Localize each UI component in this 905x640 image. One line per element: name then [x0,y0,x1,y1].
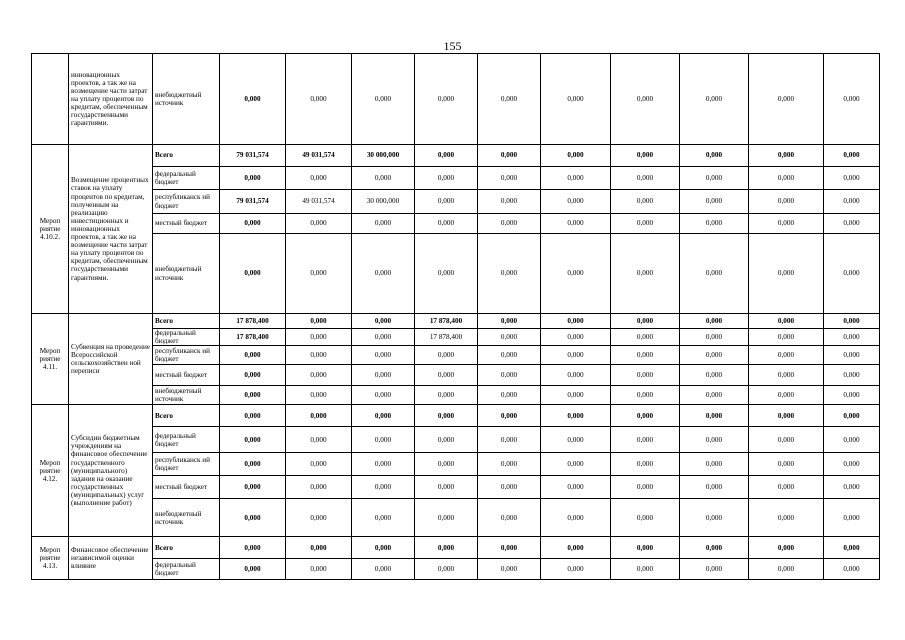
amount-cell: 0,000 [611,453,680,476]
amount-cell: 0,000 [541,499,611,537]
amount-cell: 0,000 [541,365,611,386]
amount-cell: 0,000 [352,559,415,580]
amount-cell: 0,000 [680,476,749,499]
amount-cell: 0,000 [286,427,352,453]
amount-cell: 0,000 [611,499,680,537]
amount-cell: 0,000 [541,427,611,453]
amount-cell: 0,000 [611,476,680,499]
amount-cell: 0,000 [415,365,478,386]
amount-cell: 0,000 [478,346,541,365]
funding-source-cell: внебюджетный источник [153,54,220,145]
amount-cell: 0,000 [220,54,286,145]
amount-cell: 0,000 [611,346,680,365]
amount-cell: 0,000 [749,145,824,167]
amount-cell: 0,000 [415,167,478,190]
amount-cell: 17 878,400 [415,329,478,346]
amount-cell: 0,000 [286,386,352,405]
amount-cell: 0,000 [824,54,880,145]
amount-cell: 0,000 [611,54,680,145]
amount-cell: 0,000 [541,537,611,559]
amount-cell: 0,000 [220,453,286,476]
amount-cell: 17 878,400 [220,314,286,329]
amount-cell: 0,000 [749,314,824,329]
amount-cell: 0,000 [415,386,478,405]
amount-cell: 0,000 [824,329,880,346]
amount-cell: 0,000 [415,499,478,537]
amount-cell: 0,000 [286,167,352,190]
funding-source-cell: Всего [153,405,220,427]
table-row [32,346,880,365]
amount-cell: 0,000 [478,499,541,537]
funding-source-cell: Всего [153,145,220,167]
amount-cell: 0,000 [680,314,749,329]
amount-cell: 0,000 [541,234,611,314]
amount-cell: 0,000 [415,405,478,427]
amount-cell: 0,000 [415,145,478,167]
amount-cell: 0,000 [478,427,541,453]
funding-source-cell: республиканск ий бюджет [153,190,220,214]
amount-cell: 0,000 [478,559,541,580]
amount-cell: 0,000 [352,329,415,346]
table-row [32,453,880,476]
amount-cell: 0,000 [680,405,749,427]
amount-cell: 0,000 [824,145,880,167]
amount-cell: 0,000 [220,499,286,537]
amount-cell: 0,000 [611,427,680,453]
funding-source-cell: федеральный бюджет [153,167,220,190]
amount-cell: 0,000 [541,386,611,405]
funding-source-cell: внебюджетный источник [153,386,220,405]
table-row [32,476,880,499]
amount-cell: 0,000 [415,537,478,559]
amount-cell: 0,000 [611,405,680,427]
amount-cell: 0,000 [220,476,286,499]
amount-cell: 0,000 [824,405,880,427]
amount-cell: 0,000 [611,365,680,386]
amount-cell: 0,000 [415,234,478,314]
amount-cell: 30 000,000 [352,145,415,167]
amount-cell: 0,000 [680,214,749,234]
amount-cell: 0,000 [824,537,880,559]
amount-cell: 0,000 [352,405,415,427]
amount-cell: 0,000 [611,386,680,405]
amount-cell: 0,000 [541,145,611,167]
amount-cell: 0,000 [824,346,880,365]
amount-cell: 0,000 [749,386,824,405]
amount-cell: 0,000 [824,559,880,580]
amount-cell: 0,000 [749,537,824,559]
table-row [32,559,880,580]
amount-cell: 0,000 [352,476,415,499]
table-row [32,405,880,427]
amount-cell: 0,000 [749,365,824,386]
event-code-cell: Мероп риятие 4.12. [32,405,69,537]
amount-cell: 0,000 [824,190,880,214]
amount-cell: 0,000 [749,453,824,476]
amount-cell: 49 031,574 [286,145,352,167]
amount-cell: 0,000 [352,314,415,329]
amount-cell: 0,000 [749,329,824,346]
amount-cell: 0,000 [611,167,680,190]
amount-cell: 0,000 [415,190,478,214]
event-description-cell: Финансовое обеспечение независимой оценки влияние [69,537,153,580]
amount-cell: 0,000 [680,54,749,145]
amount-cell: 0,000 [541,346,611,365]
amount-cell: 0,000 [478,234,541,314]
amount-cell: 0,000 [824,453,880,476]
amount-cell: 0,000 [286,54,352,145]
amount-cell: 0,000 [352,167,415,190]
amount-cell: 0,000 [478,54,541,145]
table-row [32,427,880,453]
amount-cell: 0,000 [220,559,286,580]
amount-cell: 0,000 [541,167,611,190]
amount-cell: 0,000 [220,427,286,453]
table-row [32,145,880,167]
amount-cell: 0,000 [478,329,541,346]
amount-cell: 0,000 [286,365,352,386]
amount-cell: 0,000 [680,427,749,453]
amount-cell: 0,000 [352,54,415,145]
amount-cell: 0,000 [352,346,415,365]
budget-table [31,53,880,580]
amount-cell: 0,000 [220,167,286,190]
amount-cell: 0,000 [220,537,286,559]
amount-cell: 0,000 [680,329,749,346]
amount-cell: 0,000 [541,54,611,145]
amount-cell: 0,000 [749,167,824,190]
amount-cell: 0,000 [352,499,415,537]
amount-cell: 0,000 [415,453,478,476]
amount-cell: 17 878,400 [220,329,286,346]
table-row [32,386,880,405]
amount-cell: 0,000 [541,329,611,346]
amount-cell: 0,000 [286,559,352,580]
funding-source-cell: Всего [153,314,220,329]
amount-cell: 0,000 [611,214,680,234]
amount-cell: 0,000 [478,214,541,234]
funding-source-cell: федеральный бюджет [153,329,220,346]
event-code-cell: Мероп риятие 4.10.2. [32,145,69,314]
amount-cell: 0,000 [680,453,749,476]
amount-cell: 0,000 [680,234,749,314]
amount-cell: 0,000 [415,346,478,365]
amount-cell: 0,000 [749,559,824,580]
amount-cell: 0,000 [220,386,286,405]
amount-cell: 0,000 [541,314,611,329]
amount-cell: 0,000 [824,167,880,190]
amount-cell: 0,000 [749,346,824,365]
amount-cell: 0,000 [286,499,352,537]
funding-source-cell: местный бюджет [153,214,220,234]
amount-cell: 0,000 [541,453,611,476]
amount-cell: 0,000 [824,386,880,405]
event-description-cell: Субсидии бюджетным учреждениям на финансовое обеспечение государственного (муниципального) задания на оказание государственных (муниципальных) услуг (выполнение работ) [69,405,153,537]
amount-cell: 0,000 [749,476,824,499]
table-row [32,329,880,346]
amount-cell: 0,000 [680,537,749,559]
amount-cell: 0,000 [415,559,478,580]
amount-cell: 0,000 [749,499,824,537]
amount-cell: 0,000 [415,427,478,453]
amount-cell: 0,000 [286,405,352,427]
amount-cell: 0,000 [478,453,541,476]
amount-cell: 0,000 [286,453,352,476]
amount-cell: 0,000 [286,314,352,329]
event-code-cell: Мероп риятие 4.13. [32,537,69,580]
amount-cell: 0,000 [352,386,415,405]
funding-source-cell: внебюджетный источник [153,499,220,537]
table-row [32,537,880,559]
amount-cell: 0,000 [220,234,286,314]
amount-cell: 0,000 [478,167,541,190]
table-row [32,234,880,314]
funding-source-cell: республиканск ий бюджет [153,453,220,476]
table-row [32,499,880,537]
amount-cell: 0,000 [824,234,880,314]
amount-cell: 0,000 [611,537,680,559]
amount-cell: 0,000 [286,214,352,234]
amount-cell: 0,000 [541,559,611,580]
amount-cell: 0,000 [286,234,352,314]
amount-cell: 0,000 [611,145,680,167]
amount-cell: 0,000 [824,427,880,453]
amount-cell: 0,000 [220,346,286,365]
funding-source-cell: республиканск ий бюджет [153,346,220,365]
amount-cell: 0,000 [680,365,749,386]
amount-cell: 0,000 [478,476,541,499]
funding-source-cell: федеральный бюджет [153,427,220,453]
amount-cell: 0,000 [749,214,824,234]
event-description-cell: Возмещение процентных ставок на уплату процентов по кредитам, полученным на реализацию инвестиционных и инновационных проектов, а так же на возмещение части затрат на уплату процентов по кредитам, обеспеченным государственными гарантиями. [69,145,153,314]
funding-source-cell: местный бюджет [153,365,220,386]
amount-cell: 79 031,574 [220,145,286,167]
amount-cell: 0,000 [680,190,749,214]
amount-cell: 0,000 [611,190,680,214]
amount-cell: 0,000 [286,537,352,559]
funding-source-cell: Всего [153,537,220,559]
amount-cell: 0,000 [680,499,749,537]
amount-cell: 0,000 [286,476,352,499]
amount-cell: 0,000 [415,54,478,145]
amount-cell: 0,000 [352,453,415,476]
amount-cell: 0,000 [220,214,286,234]
amount-cell: 17 878,400 [415,314,478,329]
amount-cell: 0,000 [478,365,541,386]
event-description-cell: Субвенция на проведение Всероссийской сельскохозяйствен ной переписи [69,314,153,405]
amount-cell: 0,000 [541,214,611,234]
amount-cell: 0,000 [352,427,415,453]
amount-cell: 0,000 [478,386,541,405]
amount-cell: 0,000 [680,559,749,580]
amount-cell: 0,000 [352,234,415,314]
amount-cell: 0,000 [749,54,824,145]
event-description-cell: инновационных проектов, а так же на возмещение части затрат на уплату процентов по кредитам, обеспеченным государственными гарантиями. [69,54,153,145]
amount-cell: 0,000 [478,537,541,559]
amount-cell: 0,000 [749,234,824,314]
funding-source-cell: внебюджетный источник [153,234,220,314]
amount-cell: 0,000 [749,427,824,453]
amount-cell: 0,000 [824,214,880,234]
amount-cell: 0,000 [220,365,286,386]
amount-cell: 0,000 [611,329,680,346]
amount-cell: 0,000 [749,405,824,427]
amount-cell: 0,000 [824,476,880,499]
amount-cell: 0,000 [415,214,478,234]
table-row [32,54,880,145]
table-row [32,314,880,329]
table-row [32,167,880,190]
amount-cell: 0,000 [478,190,541,214]
table-row [32,190,880,214]
page-number: 155 [443,39,462,53]
amount-cell: 0,000 [680,167,749,190]
amount-cell: 0,000 [352,537,415,559]
amount-cell: 0,000 [824,499,880,537]
amount-cell: 0,000 [286,329,352,346]
amount-cell: 0,000 [352,365,415,386]
amount-cell: 0,000 [611,559,680,580]
amount-cell: 0,000 [680,346,749,365]
event-code-cell [32,54,69,145]
amount-cell: 0,000 [541,190,611,214]
amount-cell: 0,000 [680,386,749,405]
amount-cell: 0,000 [749,190,824,214]
amount-cell: 0,000 [680,145,749,167]
amount-cell: 0,000 [478,145,541,167]
amount-cell: 0,000 [824,314,880,329]
amount-cell: 0,000 [541,476,611,499]
table-row [32,214,880,234]
funding-source-cell: местный бюджет [153,476,220,499]
amount-cell: 0,000 [611,234,680,314]
amount-cell: 79 031,574 [220,190,286,214]
amount-cell: 0,000 [478,405,541,427]
amount-cell: 49 031,574 [286,190,352,214]
amount-cell: 0,000 [220,405,286,427]
amount-cell: 0,000 [541,405,611,427]
amount-cell: 0,000 [611,314,680,329]
amount-cell: 0,000 [352,214,415,234]
amount-cell: 0,000 [286,346,352,365]
amount-cell: 0,000 [415,476,478,499]
amount-cell: 0,000 [824,365,880,386]
amount-cell: 30 000,000 [352,190,415,214]
event-code-cell: Мероп риятие 4.11. [32,314,69,405]
funding-source-cell: федеральный бюджет [153,559,220,580]
table-row [32,365,880,386]
amount-cell: 0,000 [478,314,541,329]
